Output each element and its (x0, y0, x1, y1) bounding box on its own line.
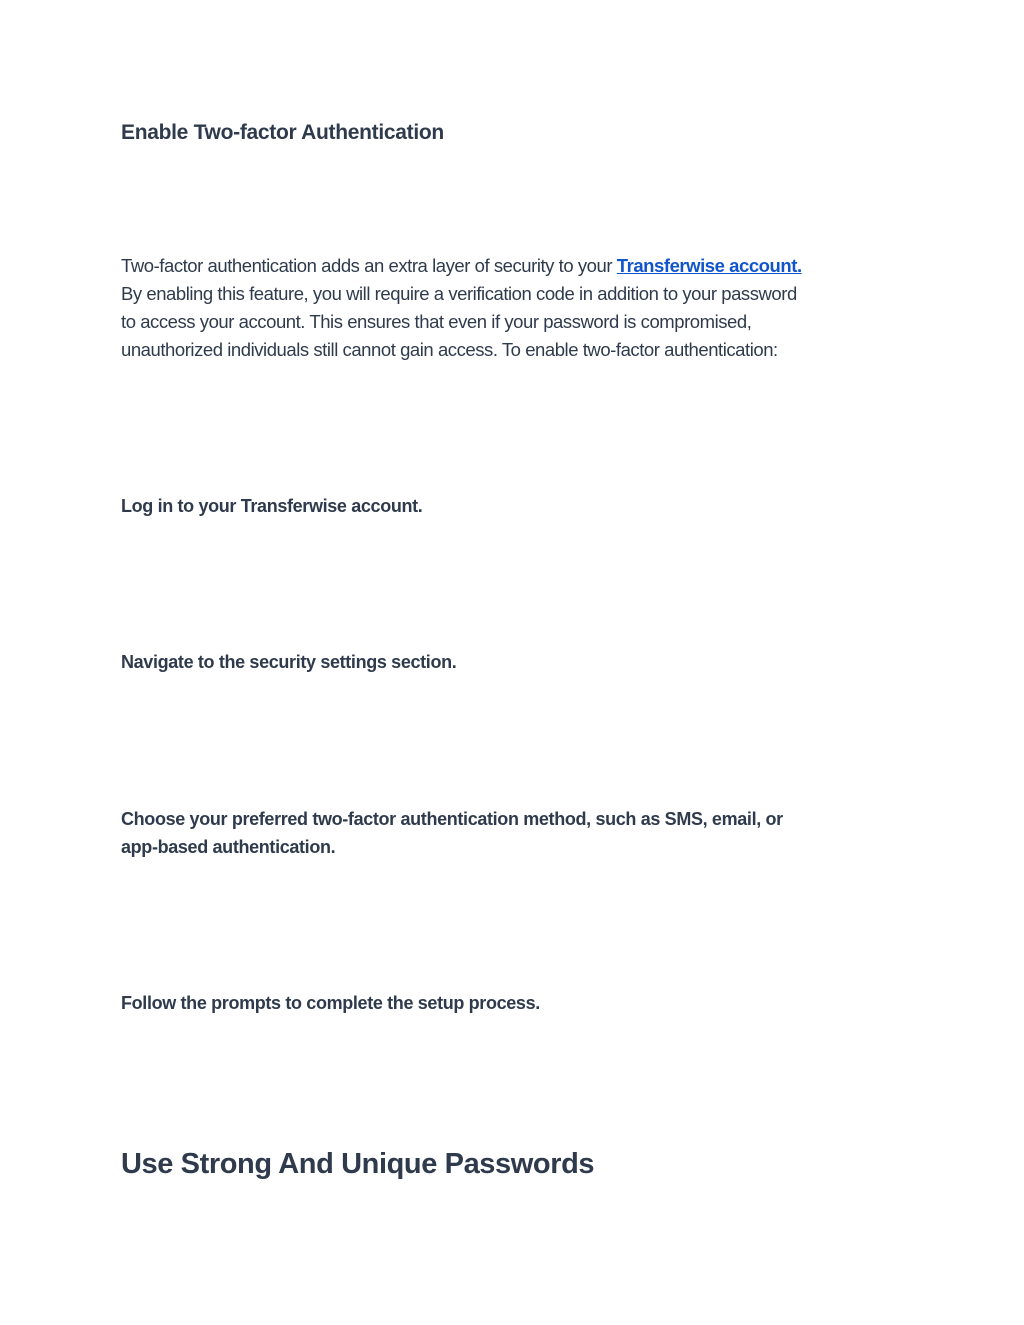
step-3 (121, 805, 783, 861)
next-section-heading: Use Strong And Unique Passwords (121, 1148, 595, 1180)
section-title: Enable Two-factor Authentication (121, 121, 444, 144)
transferwise-account-link[interactable]: Transferwise account. (616, 255, 802, 276)
step-3-line-2: app-based authentication. (121, 837, 336, 857)
intro-paragraph (121, 252, 802, 364)
step-1: Log in to your Transferwise account. (121, 496, 423, 516)
intro-line-3: to access your account. This ensures that even if your password is compromised, (121, 311, 752, 332)
intro-text: Two-factor authentication adds an extra layer of security to your (121, 255, 617, 276)
intro-line-2: By enabling this feature, you will require a verification code in addition to your password (121, 283, 797, 304)
intro-line-4: unauthorized individuals still cannot gain access. To enable two-factor authentication: (121, 339, 778, 360)
intro-line-1 (121, 252, 802, 280)
step-4: Follow the prompts to complete the setup process. (121, 993, 540, 1013)
step-2: Navigate to the security settings section. (121, 652, 457, 672)
step-3-line-1: Choose your preferred two-factor authentication method, such as SMS, email, or (121, 809, 783, 829)
